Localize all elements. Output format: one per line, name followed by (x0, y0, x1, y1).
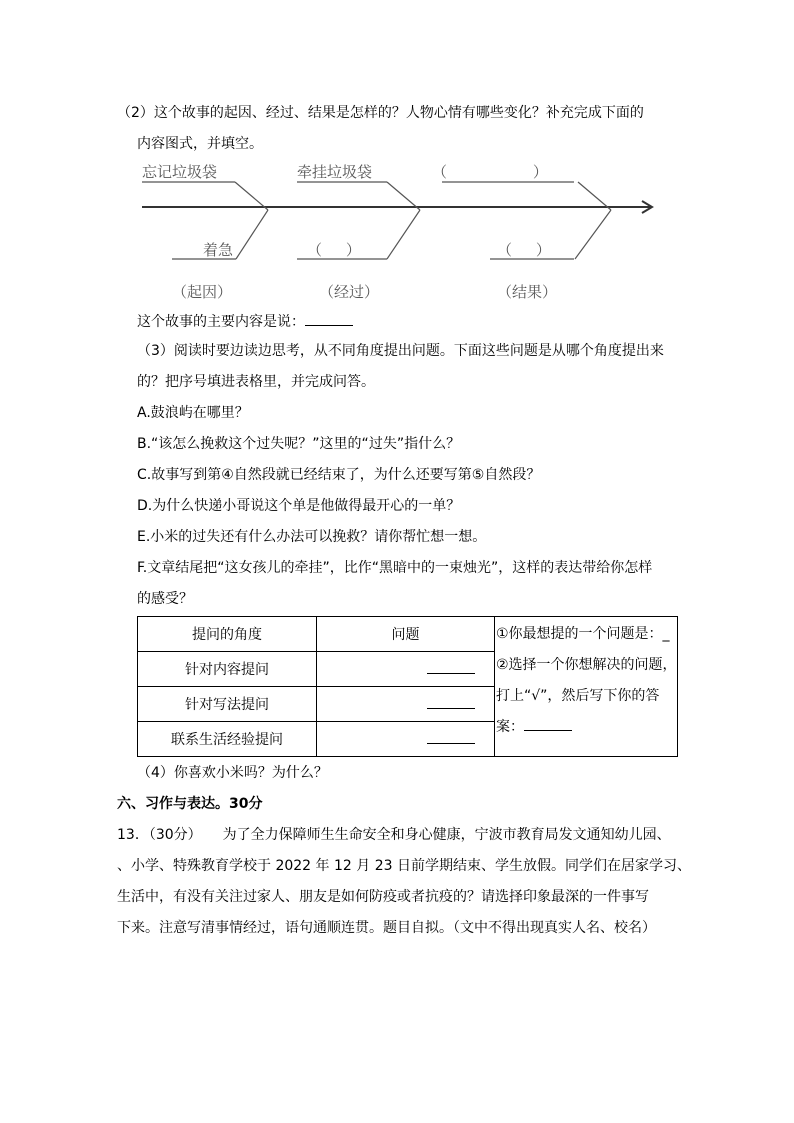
blank-cell[interactable] (317, 652, 495, 687)
option-e: E.小米的过失还有什么办法可以挽救？请你帮忙想一想。 (137, 529, 487, 545)
option-f: F.文章结尾把“这女孩儿的牵挂”，比作“黑暗中的一束烛光”，这样的表达带给你怎样 (137, 560, 653, 576)
q2-line2: 内容图式，并填空。 (137, 136, 263, 152)
blank-cell[interactable] (317, 687, 495, 722)
bottom-label-result: （ ） (497, 241, 551, 259)
side-line2: ②选择一个你想解决的问题， (496, 657, 677, 673)
option-b: B.“该怎么挽救这个过失呢？”这里的“过失”指什么？ (137, 436, 461, 452)
q2-line1: （2）这个故事的起因、经过、结果是怎样的？人物心情有哪些变化？补充完成下面的 (117, 105, 644, 121)
header-angle: 提问的角度 (138, 617, 317, 652)
bottom-label-process: （ ） (307, 241, 361, 259)
q4: （4）你喜欢小米吗？为什么？ (137, 765, 328, 781)
stage-cause: （起因） (172, 283, 233, 301)
side-cell (495, 617, 678, 757)
header-question: 问题 (317, 617, 495, 652)
answer-blank[interactable] (305, 311, 353, 326)
main-content-label: 这个故事的主要内容是说： (137, 314, 305, 330)
section6-heading: 六、习作与表达。30分 (117, 796, 263, 812)
side-line3: 打上“√”，然后写下你的答 (496, 688, 660, 704)
row-life: 联系生活经验提问 (138, 722, 317, 757)
option-d: D.为什么快递小哥说这个单是他做得最开心的一单？ (137, 498, 461, 514)
row-writing: 针对写法提问 (138, 687, 317, 722)
option-c: C.故事写到第④自然段就已经结束了，为什么还要写第⑤自然段？ (137, 467, 541, 483)
top-label-result: （ ） (432, 163, 548, 181)
q13-line3: 生活中，有没有关注过家人、朋友是如何防疫或者抗疫的？请选择印象最深的一件事写 (117, 889, 649, 905)
stage-result: （结果） (497, 283, 558, 301)
side-line1: ①你最想提的一个问题是：_ (496, 626, 670, 642)
main-content-line (137, 311, 353, 332)
q13-line2: 、小学、特殊教育学校于 2022 年 12 月 23 日前学期结束、学生放假。同学们在居家学习、 (117, 858, 691, 874)
bottom-label-cause: 着急 (203, 241, 234, 259)
q13-line1: 13．（30分） 为了全力保障师生生命安全和身心健康，宁波市教育局发文通知幼儿园、 (117, 827, 671, 843)
blank-cell[interactable] (317, 722, 495, 757)
q3-intro1: （3）阅读时要边读边思考，从不同角度提出问题。下面这些问题是从哪个角度提出来 (137, 343, 664, 359)
side-line4 (496, 712, 677, 743)
row-content: 针对内容提问 (138, 652, 317, 687)
q13-line4: 下来。注意写清事情经过，语句通顺连贯。题目自拟。（文中不得出现真实人名、校名） (117, 920, 656, 936)
top-label-process: 牵挂垃圾袋 (297, 163, 373, 181)
fishbone-diagram (137, 155, 667, 305)
option-f-cont: 的感受？ (137, 591, 193, 607)
option-a: A.鼓浪屿在哪里？ (137, 405, 249, 421)
question-table (137, 616, 678, 757)
answer-blank[interactable] (524, 716, 572, 731)
stage-process: （经过） (319, 283, 380, 301)
side-line4-label: 案： (496, 719, 524, 735)
top-label-cause: 忘记垃圾袋 (142, 163, 218, 181)
q3-intro2: 的？把序号填进表格里，并完成问答。 (137, 374, 375, 390)
